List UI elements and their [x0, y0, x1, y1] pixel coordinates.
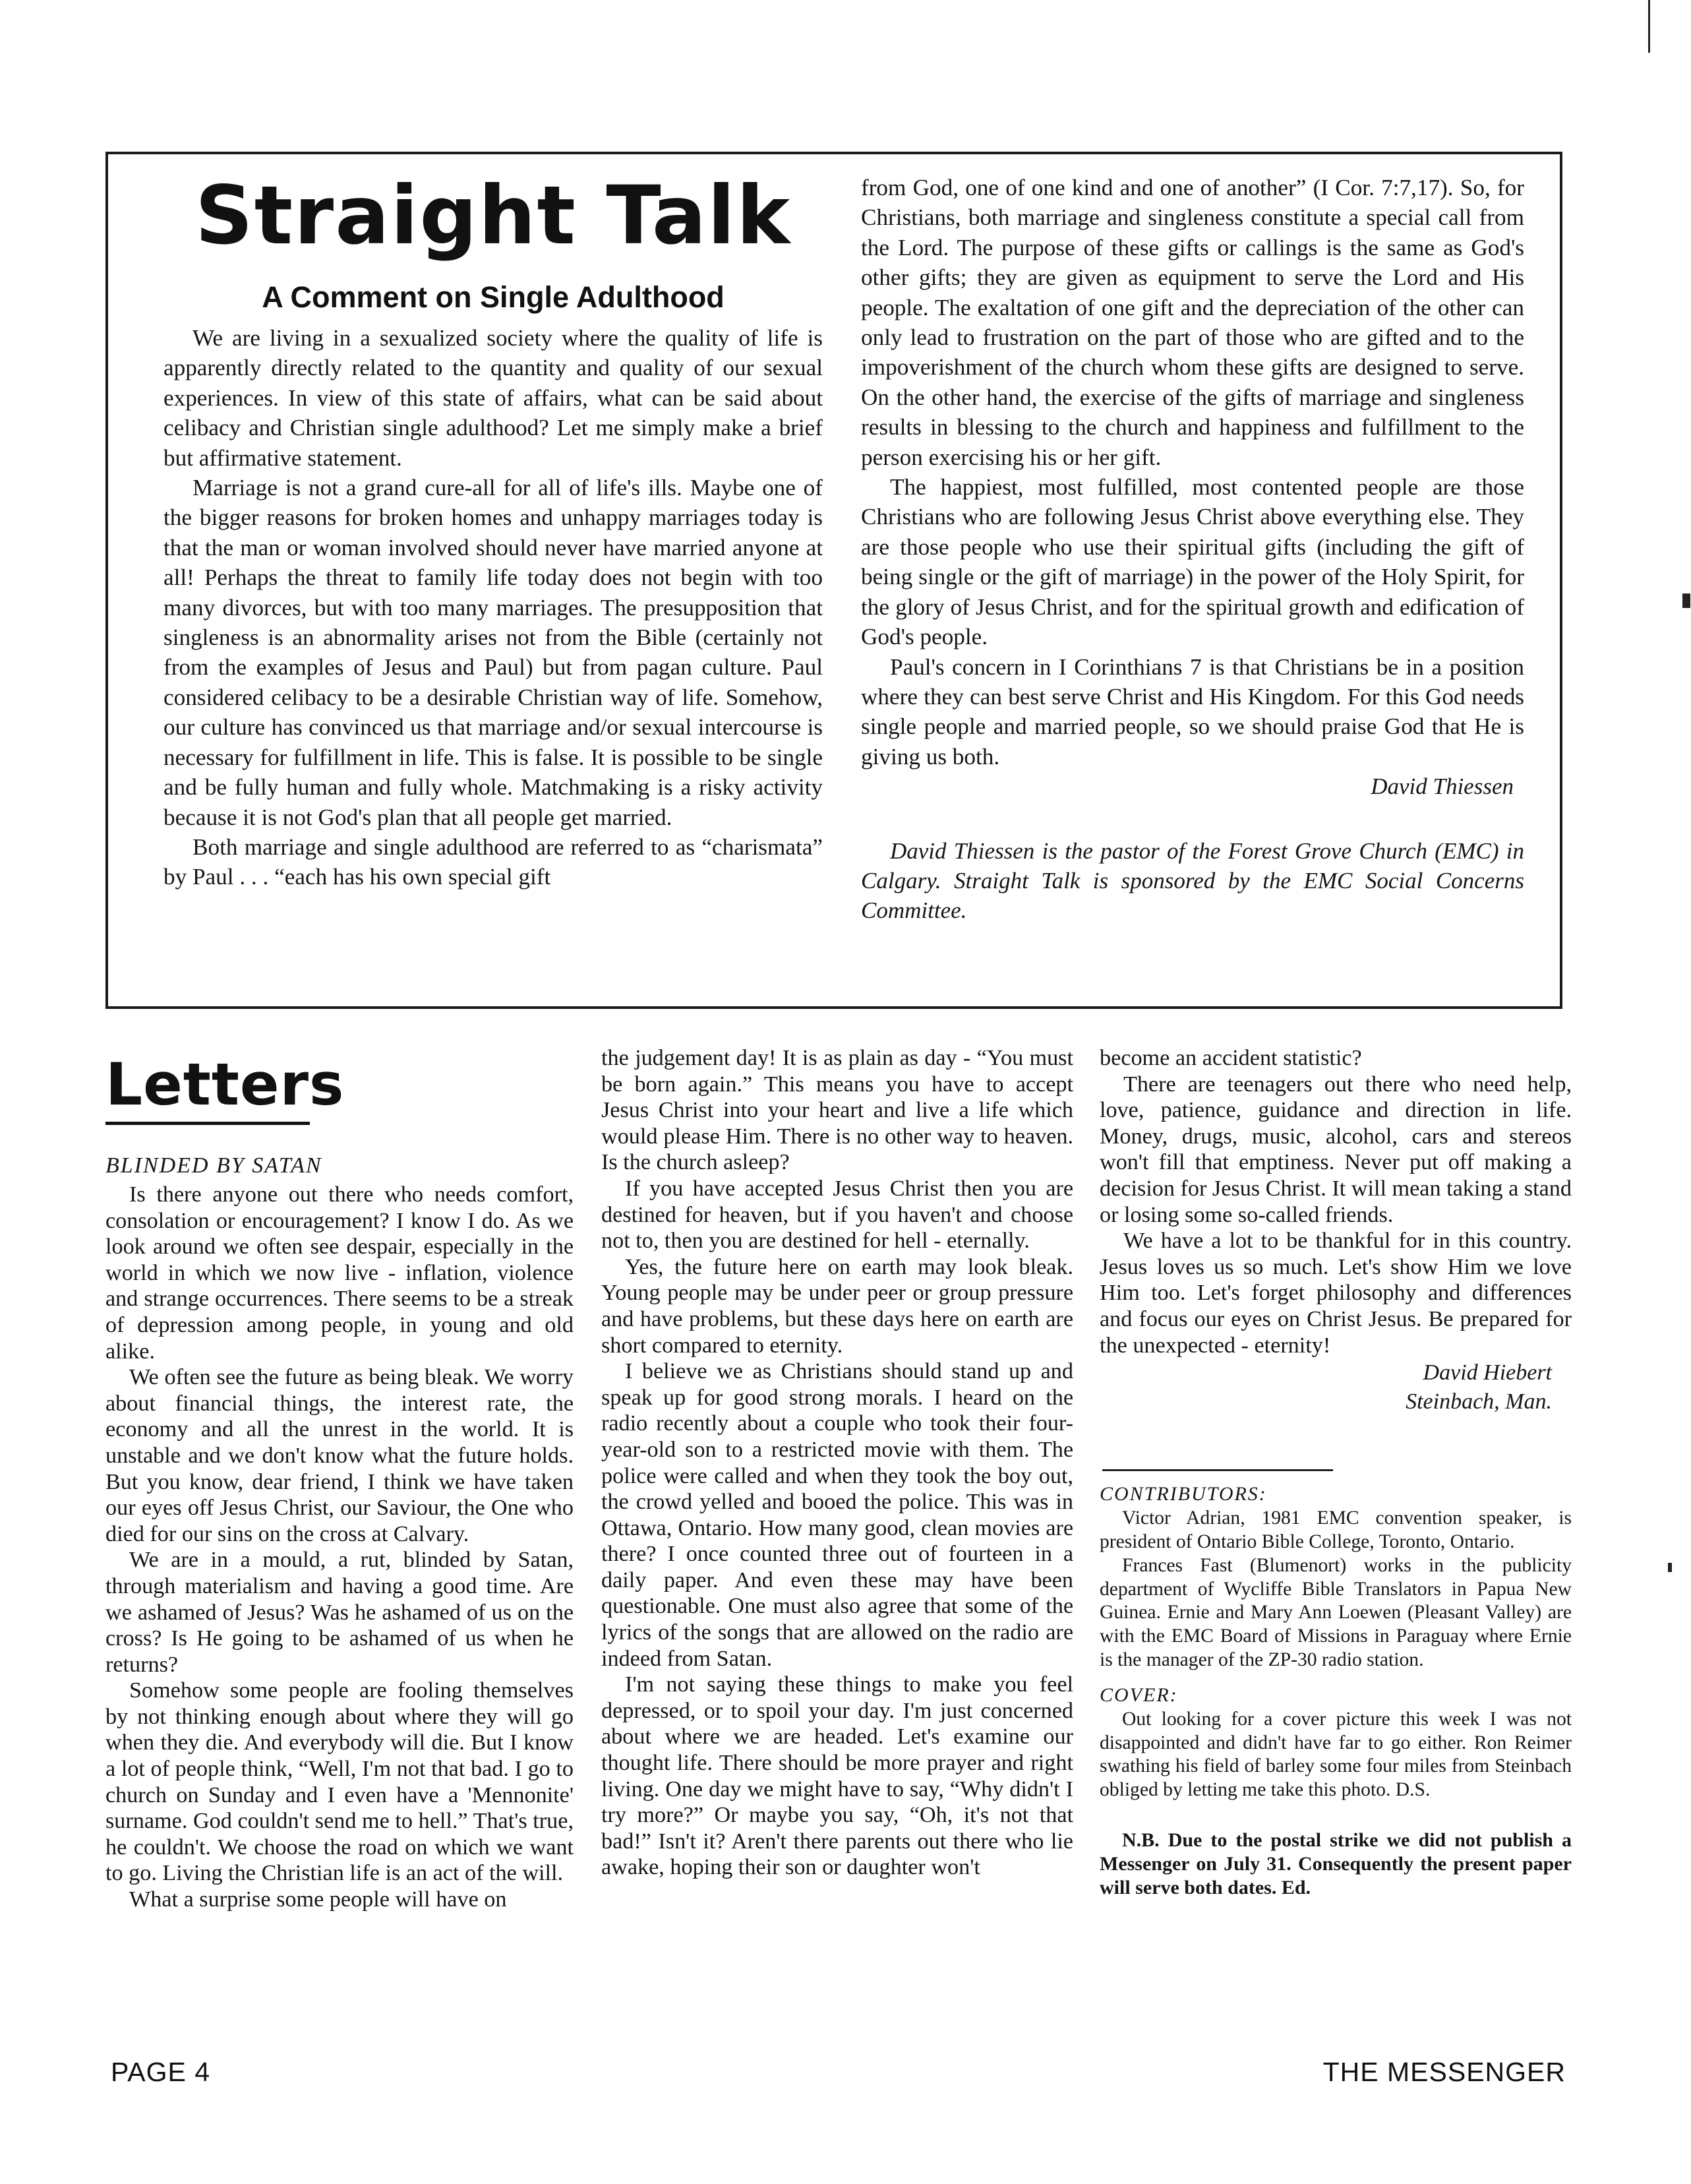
letter-paragraph: There are teenagers out there who need help, love, patience, guidance and direction in life. Money, drugs, music, alcohol, cars and stereos won't fill that emptiness. Never put off making a decision for Jesus Christ. It will mean taking a stand or losing some so-called friends. — [1100, 1072, 1572, 1227]
contributors-paragraph: Victor Adrian, 1981 EMC convention speaker, is president of Ontario Bible College, Toronto, Ontario. — [1100, 1507, 1572, 1552]
letter-paragraph: We have a lot to be thankful for in this country. Jesus loves us so much. Let's show Him we love Him too. Let's forget philosophy and differences and focus our eyes on Christ Jesus. Be prepared for the unexpected - eternity! — [1100, 1228, 1572, 1358]
straight-talk-right-column — [861, 173, 1524, 925]
letters-column-2 — [601, 1045, 1073, 1881]
margin-mark — [1668, 1563, 1672, 1572]
letter-paragraph: We are in a mould, a rut, blinded by Satan, through materialism and having a good time. Are we ashamed of Jesus? Was he ashamed of us on the cross? Is He going to be ashamed of us when he returns? — [105, 1548, 574, 1677]
letter-paragraph: We often see the future as being bleak. We worry about financial things, the interest rate, the economy and all the unrest in the world. It is unstable and we don't know what the future holds. But you know, dear friend, I think we have taken our eyes off Jesus Christ, our Saviour, the One who died for our sins on the cross at Calvary. — [105, 1365, 574, 1546]
letter-signature-name: David Hiebert — [1423, 1360, 1552, 1385]
author-signature: David Thiessen — [1371, 774, 1514, 800]
contributors-paragraph: Frances Fast (Blumenort) works in the publicity department of Wycliffe Bible Translators in Papua New Guinea. Ernie and Mary Ann Loewen (Pleasant Valley) are with the EMC Board of Missions in Paraguay where Ernie is the manager of the ZP-30 radio station. — [1100, 1554, 1572, 1670]
letter-paragraph: If you have accepted Jesus Christ then you are destined for heaven, but if you haven't and choose not to, then you are destined for hell - eternally. — [601, 1176, 1073, 1254]
cover-heading: COVER: — [1100, 1684, 1178, 1706]
letter-paragraph: become an accident statistic? — [1100, 1046, 1362, 1070]
contributors-heading: CONTRIBUTORS: — [1100, 1483, 1267, 1505]
straight-talk-left-column — [163, 154, 823, 892]
page-number: PAGE 4 — [111, 2057, 211, 2087]
article-paragraph: Both marriage and single adulthood are referred to as “charismata” by Paul . . . “each has his own special gift — [163, 834, 823, 890]
title-underline — [105, 1122, 310, 1125]
article-paragraph: from God, one of one kind and one of another” (I Cor. 7:7,17). So, for Christians, both marriage and singleness constitute a special call from the Lord. The purpose of these gifts or callings is the same as God's other gifts; they are given as equipment to serve the Lord and His people. The exaltation of one gift and the depreciation of the other can only lead to frustration on the part of those who are gifted and to the impoverishment of the church whom these gifts are designed to serve. On the other hand, the exercise of the gifts of marriage and singleness results in blessing to the church and happiness and fulfillment to the person exercising his or her gift. — [861, 175, 1524, 470]
letter-paragraph: Somehow some people are fooling themselves by not thinking enough about where they will go when they die. And everybody will die. But I know a lot of people think, “Well, I'm not that bad. I go to church on Sunday and I even have a 'Mennonite' surname. God couldn't send me to hell.” That's true, he couldn't. We choose the road on which we want to go. Living the Christian life is an act of the will. — [105, 1678, 574, 1886]
letter-paragraph: Yes, the future here on earth may look bleak. Young people may be under peer or group pressure and have problems, but these days here on earth are short compared to eternity. — [601, 1254, 1073, 1358]
letter-heading: BLINDED BY SATAN — [105, 1153, 322, 1178]
letter-paragraph: I'm not saying these things to make you feel depressed, or to spoil your day. I'm just concerned about where we are headed. Let's examine our thought life. There should be more prayer and right living. One day we might have to say, “Why didn't I try more?” Or maybe you say, “Oh, it's not that bad!” Isn't it? Aren't there parents out there who lie awake, hoping their son or daughter won't — [601, 1672, 1073, 1880]
article-paragraph: Paul's concern in I Corinthians 7 is that Christians be in a position where they can best serve Christ and His Kingdom. For this God needs single people and married people, so we should praise God that He is giving us both. — [861, 653, 1524, 770]
author-note: David Thiessen is the pastor of the Forest Grove Church (EMC) in Calgary. Straight Talk is sponsored by the EMC Social Concerns Committee. — [861, 838, 1524, 924]
margin-mark — [1682, 593, 1690, 608]
postal-strike-note: N.B. Due to the postal strike we did not publish a Messenger on July 31. Consequently the present paper will serve both dates. Ed. — [1100, 1829, 1572, 1898]
article-paragraph: We are living in a sexualized society where the quality of life is apparently directly related to the quantity and quality of our sexual experiences. In view of this state of affairs, what can be said about celibacy and Christian single adulthood? Let me simply make a brief but affirmative statement. — [163, 325, 823, 471]
straight-talk-subtitle: A Comment on Single Adulthood — [262, 280, 725, 314]
cover-paragraph: Out looking for a cover picture this week I was not disappointed and didn't have far to go either. Ron Reimer swathing his field of barley some four miles from Steinbach obliged by letting me take this photo. D.S. — [1100, 1708, 1572, 1801]
letters-column-3 — [1100, 1045, 1572, 1900]
letters-title: Letters — [105, 1050, 345, 1118]
letter-paragraph: Is there anyone out there who needs comfort, consolation or encouragement? I know I do. As we look around we often see despair, especially in the world in which we now live - inflation, violence and strange occurrences. There seems to be a streak of depression among people, in young and old alike. — [105, 1182, 574, 1364]
letters-column-1 — [105, 1045, 574, 1913]
letter-paragraph: I believe we as Christians should stand up and speak up for good strong morals. I heard on the radio recently about a couple who took their four-year-old son to a restricted movie with them. The police were called and when they took the boy out, the crowd yelled and booed the police. This was in Ottawa, Ontario. How many good, clean movies are there? I once counted three out of fourteen in a daily paper. And even these may have been questionable. One must also agree that some of the lyrics of the songs that are allowed on the radio are indeed from Satan. — [601, 1359, 1073, 1671]
page-edge-rule — [1648, 0, 1650, 53]
letter-signature-place: Steinbach, Man. — [1406, 1389, 1552, 1414]
letter-paragraph: What a surprise some people will have on — [129, 1887, 507, 1912]
straight-talk-box — [105, 152, 1562, 1009]
article-paragraph: The happiest, most fulfilled, most contented people are those Christians who are following Jesus Christ above everything else. They are those people who use their spiritual gifts (including the gift of being single or the gift of marriage) in the power of the Holy Spirit, for the glory of Jesus Christ, and for the spiritual growth and edification of God's people. — [861, 474, 1524, 650]
article-paragraph: Marriage is not a grand cure-all for all of life's ills. Maybe one of the bigger reasons for broken homes and unhappy marriages today is that the man or woman involved should never have married anyone at all! Perhaps the threat to family life today does not begin with too many divorces, but with too many marriages. The presupposition that singleness is an abnormality arises not from the Bible (certainly not from the examples of Jesus and Paul) but from pagan culture. Paul considered celibacy to be a desirable Christian way of life. Somehow, our culture has convinced us that marriage and/or sexual intercourse is necessary for fulfillment in life. This is false. It is possible to be single and be fully human and fully whole. Matchmaking is a risky activity because it is not God's plan that all people get married. — [163, 475, 823, 830]
publication-name: THE MESSENGER — [1322, 2057, 1566, 2087]
straight-talk-title: Straight Talk — [194, 169, 792, 262]
section-divider — [1102, 1469, 1333, 1471]
letter-paragraph: the judgement day! It is as plain as day - “You must be born again.” This means you have to accept Jesus Christ into your heart and live a life which would please Him. There is no other way to heaven. Is the church asleep? — [601, 1046, 1073, 1175]
